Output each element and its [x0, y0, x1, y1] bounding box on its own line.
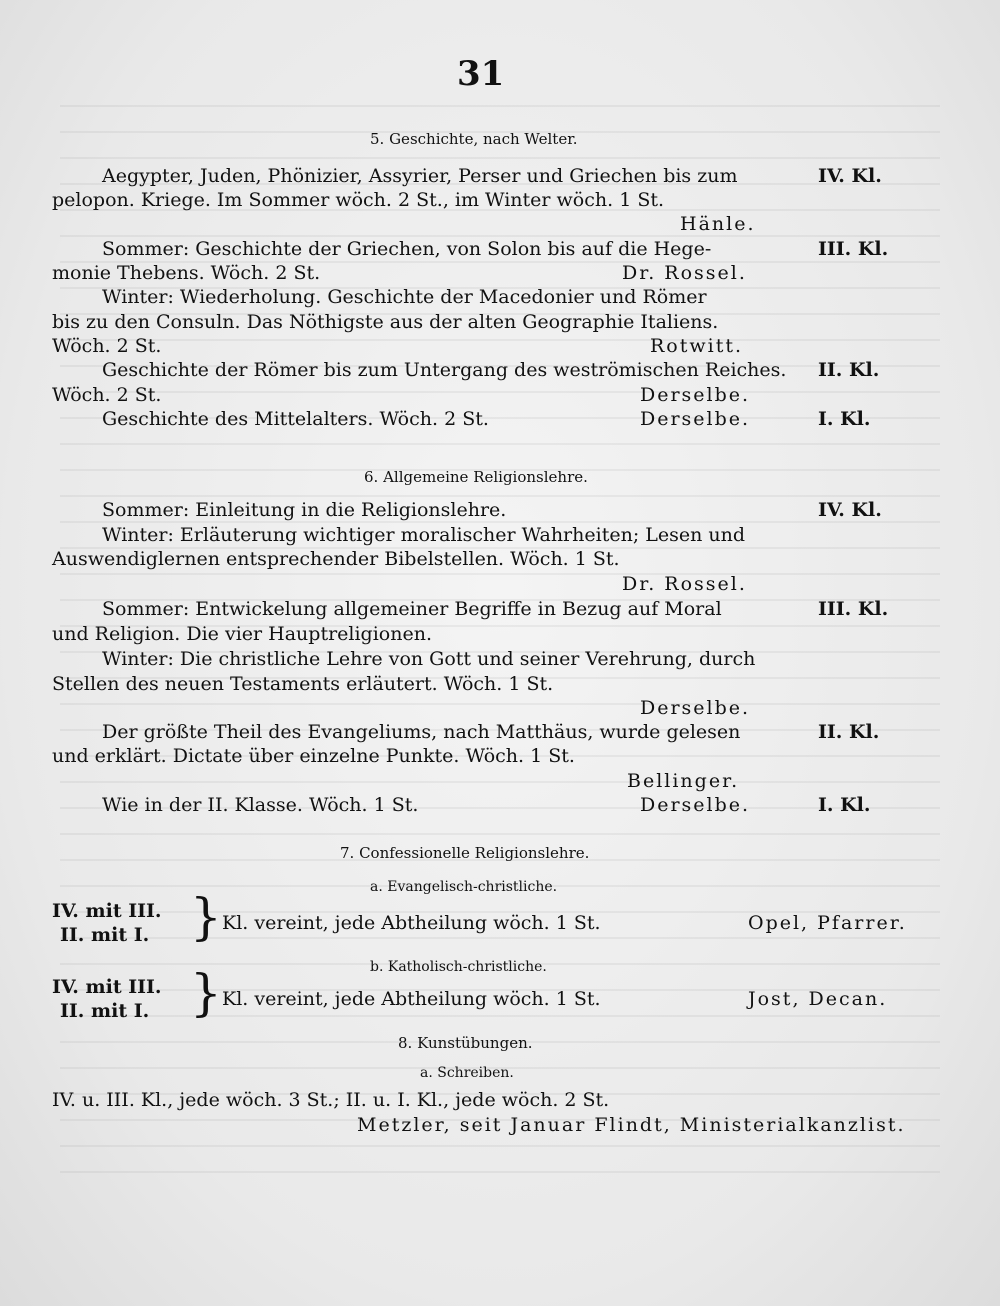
teacher-name: Jost, Decan.: [748, 988, 888, 1010]
body-text: und erklärt. Dictate über einzelne Punkte. Wöch. 1 St.: [52, 745, 575, 767]
text-line: [0, 406, 1000, 432]
body-text: Der größte Theil des Evangeliums, nach Matthäus, wurde gelesen: [102, 721, 741, 743]
class-group: II. mit I.: [60, 924, 150, 946]
text-line: [0, 1112, 1000, 1138]
teacher-name: Dr. Rossel.: [622, 573, 747, 595]
section-7-heading: 7. Confessionelle Religionslehre.: [340, 844, 590, 862]
text-line: [0, 522, 1000, 548]
class-label: III. Kl.: [818, 238, 889, 260]
class-label: II. Kl.: [818, 721, 880, 743]
body-text: Wie in der II. Klasse. Wöch. 1 St.: [102, 794, 419, 816]
teacher-name: Hänle.: [680, 213, 756, 235]
body-text: Winter: Die christliche Lehre von Gott und seiner Verehrung, durch: [102, 648, 756, 670]
class-label: II. Kl.: [818, 359, 880, 381]
class-label: I. Kl.: [818, 408, 871, 430]
text-line: [0, 309, 1000, 335]
body-text: Wöch. 2 St.: [52, 384, 162, 406]
text-line: [0, 792, 1000, 818]
brace-glyph: }: [190, 964, 222, 1022]
teacher-name: Derselbe.: [640, 794, 751, 816]
section-5-heading: 5. Geschichte, nach Welter.: [370, 130, 578, 148]
teacher-name: Dr. Rossel.: [622, 262, 747, 284]
text-line: [0, 357, 1000, 383]
text-line: [0, 333, 1000, 359]
text-line: [0, 1087, 1000, 1113]
body-text: Winter: Wiederholung. Geschichte der Macedonier und Römer: [102, 286, 707, 308]
text-line: [0, 646, 1000, 672]
body-text: Auswendiglernen entsprechender Bibelstellen. Wöch. 1 St.: [52, 548, 620, 570]
text-line: [0, 284, 1000, 310]
teacher-name: Derselbe.: [640, 384, 751, 406]
section-6-heading-line: [0, 464, 1000, 490]
body-text: Kl. vereint, jede Abtheilung wöch. 1 St.: [222, 988, 601, 1010]
text-line: [0, 187, 1000, 213]
page-number: 31: [457, 54, 505, 94]
teacher-name: Rotwitt.: [650, 335, 744, 357]
body-text: Stellen des neuen Testaments erläutert. Wöch. 1 St.: [52, 673, 554, 695]
text-line: [0, 695, 1000, 721]
section-8-heading: 8. Kunstübungen.: [398, 1034, 533, 1052]
subsection-a-heading-line: [0, 874, 1000, 900]
body-text: bis zu den Consuln. Das Nöthigste aus der alten Geographie Italiens.: [52, 311, 719, 333]
text-line: [0, 571, 1000, 597]
text-line: [0, 260, 1000, 286]
class-group: IV. mit III.: [52, 900, 162, 922]
body-text: Sommer: Entwickelung allgemeiner Begriffe in Bezug auf Moral: [102, 598, 722, 620]
subsection-heading-line: [0, 1060, 1000, 1086]
body-text: Kl. vereint, jede Abtheilung wöch. 1 St.: [222, 912, 601, 934]
text-line: [0, 497, 1000, 523]
body-text: IV. u. III. Kl., jede wöch. 3 St.; II. u. I. Kl., jede wöch. 2 St.: [52, 1089, 610, 1111]
body-text: Geschichte der Römer bis zum Untergang des weströmischen Reiches.: [102, 359, 787, 381]
section-6-heading: 6. Allgemeine Religionslehre.: [364, 468, 588, 486]
teacher-name: Opel, Pfarrer.: [748, 912, 907, 934]
teacher-name: Metzler, seit Januar Flindt, Ministerialkanzlist.: [357, 1114, 906, 1136]
brace-glyph: }: [190, 888, 222, 946]
section-7-heading-line: [0, 840, 1000, 866]
subsection-b-heading: b. Katholisch-christliche.: [370, 959, 547, 975]
body-text: und Religion. Die vier Hauptreligionen.: [52, 623, 432, 645]
body-text: Winter: Erläuterung wichtiger moralischer Wahrheiten; Lesen und: [102, 524, 746, 546]
body-text: Sommer: Geschichte der Griechen, von Solon bis auf die Hege-: [102, 238, 712, 260]
body-text: Wöch. 2 St.: [52, 335, 162, 357]
section-8-heading-line: [0, 1030, 1000, 1056]
text-line: [0, 719, 1000, 745]
body-text: pelopon. Kriege. Im Sommer wöch. 2 St., im Winter wöch. 1 St.: [52, 189, 665, 211]
text-line: [0, 671, 1000, 697]
body-text: Aegypter, Juden, Phönizier, Assyrier, Perser und Griechen bis zum: [102, 165, 738, 187]
section-5-heading-line: [0, 126, 1000, 152]
class-label: IV. Kl.: [818, 499, 882, 521]
class-group: II. mit I.: [60, 1000, 150, 1022]
class-label: III. Kl.: [818, 598, 889, 620]
text-line: [0, 546, 1000, 572]
text-line: [0, 621, 1000, 647]
text-line: [0, 236, 1000, 262]
text-line: [0, 596, 1000, 622]
class-group: IV. mit III.: [52, 976, 162, 998]
text-line: [0, 163, 1000, 189]
page-number-line: [0, 54, 1000, 94]
teacher-name: Bellinger.: [627, 770, 740, 792]
subsection-heading: a. Schreiben.: [420, 1065, 514, 1081]
body-text: Geschichte des Mittelalters. Wöch. 2 St.: [102, 408, 489, 430]
body-text: Sommer: Einleitung in die Religionslehre.: [102, 499, 507, 521]
class-label: IV. Kl.: [818, 165, 882, 187]
teacher-name: Derselbe.: [640, 697, 751, 719]
text-line: [0, 211, 1000, 237]
text-line: [0, 910, 1000, 936]
body-text: monie Thebens. Wöch. 2 St.: [52, 262, 321, 284]
text-line: [0, 986, 1000, 1012]
subsection-a-heading: a. Evangelisch-christliche.: [370, 879, 558, 895]
class-label: I. Kl.: [818, 794, 871, 816]
teacher-name: Derselbe.: [640, 408, 751, 430]
text-line: [0, 382, 1000, 408]
text-line: [0, 743, 1000, 769]
text-line: [0, 768, 1000, 794]
